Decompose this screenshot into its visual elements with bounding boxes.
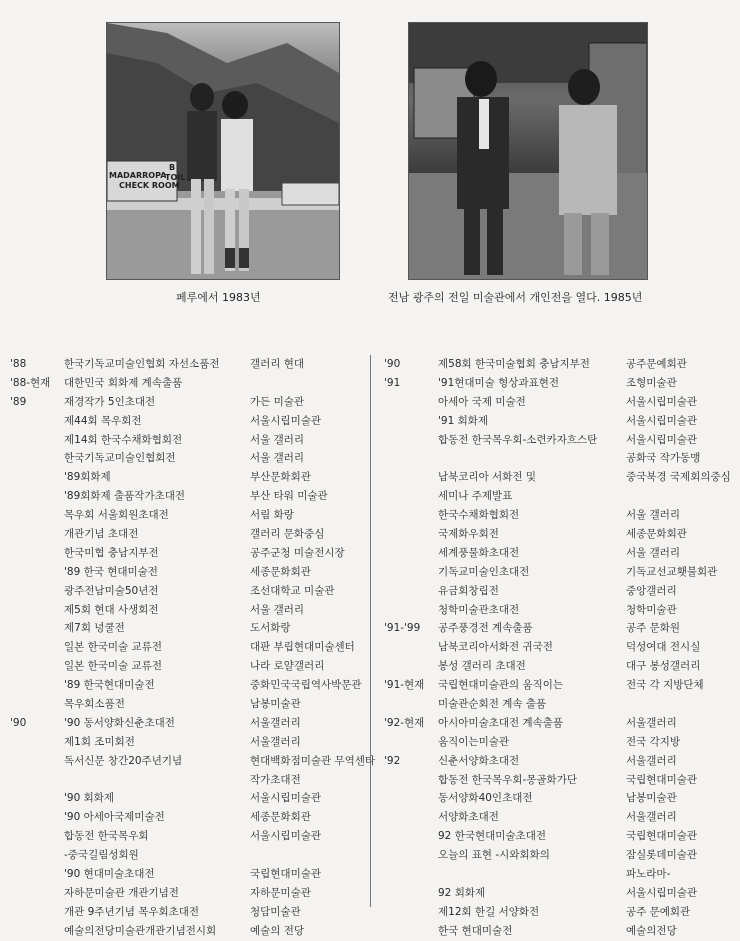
exhibition-title: 한국미협 충남지부전 (64, 546, 159, 559)
photo-peru (106, 22, 340, 280)
exhibition-title: 한국 현대미술전 (438, 924, 513, 937)
exhibition-row (10, 865, 365, 884)
exhibition-row (10, 808, 365, 827)
exhibition-title: 제12회 한길 서양화전 (438, 905, 540, 918)
exhibition-venue: 서울시립미술관 (626, 414, 698, 427)
exhibition-row (10, 733, 365, 752)
exhibition-row (10, 544, 365, 563)
exhibition-venue: 서울시립미술관 (250, 414, 322, 427)
exhibition-row (384, 393, 736, 412)
exhibition-venue: 서울시립미술관 (626, 886, 698, 899)
exhibition-venue: 공화국 작가동맹 (626, 452, 701, 465)
exhibition-row (384, 771, 736, 790)
exhibition-title: 제44회 목우회전 (64, 414, 142, 427)
exhibition-row (384, 846, 736, 865)
exhibition-venue: 서울갤러리 (626, 754, 677, 767)
exhibition-row (384, 431, 736, 450)
exhibition-year: '88 (10, 358, 27, 370)
exhibition-title: 일본 한국미술 교류전 (64, 660, 162, 673)
photo-caption-peru: 페루에서 1983년 (176, 291, 261, 304)
exhibition-title: 오늘의 표현 -시와회화의 (438, 849, 550, 862)
exhibition-row (10, 563, 365, 582)
exhibition-title: 합동전 한국목우회-소련카자흐스탄 (438, 433, 598, 446)
sign-line-1: MADARROPA (109, 171, 167, 180)
exhibition-row (10, 714, 365, 733)
exhibition-venue: 서울 갤러리 (250, 433, 305, 446)
exhibition-title: '89회화제 출품작가초대전 (64, 490, 186, 503)
exhibition-year: '91 (384, 376, 401, 389)
exhibition-title: 제7회 녕쿨전 (64, 622, 125, 635)
exhibition-title: -중국길림성회원 (64, 849, 139, 862)
exhibition-year: '92 (384, 754, 401, 767)
exhibition-row (384, 752, 736, 771)
exhibition-venue: 서울시립미술관 (626, 395, 698, 408)
exhibition-venue: 작가초대전 (250, 773, 301, 786)
exhibition-row (384, 676, 736, 695)
exhibition-row (384, 827, 736, 846)
exhibition-venue: 나라 로얄갤러리 (250, 660, 325, 673)
sign-line-3: B (169, 163, 176, 172)
exhibition-venue: 서림 화랑 (250, 509, 294, 522)
exhibition-title: 국제화우회전 (438, 528, 499, 541)
exhibition-title: 국립현대미술관의 움직이는 (438, 679, 564, 692)
exhibition-venue: 공주 문예회관 (626, 905, 691, 918)
exhibition-venue: 서울갤러리 (626, 811, 677, 824)
exhibition-title: 제58회 한국미술협회 충남지부전 (438, 358, 590, 370)
exhibition-row (10, 638, 365, 657)
exhibition-title: 신춘서양화초대전 (438, 754, 520, 767)
exhibition-title: 일본 한국미술 교류전 (64, 641, 162, 654)
exhibition-row (10, 393, 365, 412)
exhibition-title: 남북코리아 서화전 및 (438, 471, 536, 484)
exhibition-title: 한국기독교미술인협회전 (64, 452, 176, 465)
photo-gallery (408, 22, 648, 280)
exhibition-title: '91현대미술 형상과표현전 (438, 376, 560, 389)
exhibition-title: 공주풍경전 계속출품 (438, 622, 533, 635)
exhibition-venue: 도서화랑 (250, 622, 291, 635)
exhibition-list-left (10, 355, 376, 941)
exhibition-venue: 공주문예회관 (626, 358, 687, 370)
exhibition-venue: 서울 갤러리 (626, 509, 681, 522)
exhibition-venue: 전국 각지방 (626, 735, 681, 748)
exhibition-row (384, 544, 736, 563)
exhibition-row (10, 412, 365, 431)
exhibition-row (10, 468, 365, 487)
exhibition-row (10, 922, 365, 941)
exhibition-venue: 서울갤러리 (626, 716, 677, 729)
exhibition-title: 제5회 현대 사생회전 (64, 603, 159, 616)
exhibition-venue: 자하문미술관 (250, 886, 311, 899)
exhibition-title: 제1회 조미회전 (64, 735, 135, 748)
exhibition-title: 세계풍물화초대전 (438, 546, 520, 559)
exhibition-row (10, 846, 365, 865)
sign-line-4: TOIL (165, 173, 186, 182)
exhibition-venue: 조형미술관 (626, 376, 677, 389)
exhibition-venue: 기독교선교횃불회관 (626, 565, 718, 578)
exhibition-venue: 갤러리 현대 (250, 358, 305, 370)
exhibition-year: '90 (384, 358, 401, 370)
exhibition-title: 서양화초대전 (438, 811, 499, 824)
exhibition-title: 합동전 한국목우회 (64, 830, 149, 843)
exhibition-title: 봉성 갤러리 초대전 (438, 660, 526, 673)
exhibition-venue: 서울 갤러리 (250, 603, 305, 616)
photo-peru-image (107, 23, 339, 279)
exhibition-row (10, 657, 365, 676)
exhibition-title: 유금회창립전 (438, 584, 499, 597)
sign-line-2: CHECK ROOM (119, 181, 180, 190)
exhibition-title: 광주전남미술50년전 (64, 584, 159, 597)
exhibition-row (10, 449, 365, 468)
exhibition-title: '89 한국 현대미술전 (64, 565, 158, 578)
exhibition-row (10, 789, 365, 808)
exhibition-row (10, 903, 365, 922)
exhibition-title: 한국기독교미술인협회 자선소품전 (64, 358, 220, 370)
exhibition-venue: 현대백화점미술관 무역센타 (250, 754, 376, 767)
exhibition-year: '91-현재 (384, 679, 425, 692)
exhibition-row (384, 865, 736, 884)
exhibition-venue: 부산문화회관 (250, 471, 311, 484)
exhibition-row (10, 487, 365, 506)
exhibition-row (10, 676, 365, 695)
exhibition-row (384, 468, 736, 487)
exhibition-venue: 서울갤러리 (250, 716, 301, 729)
column-divider (370, 355, 371, 907)
exhibition-title: '89 한국현대미술전 (64, 679, 155, 692)
exhibition-row (384, 903, 736, 922)
exhibition-row (10, 619, 365, 638)
exhibition-venue: 중화민국국립역사박문관 (250, 679, 362, 692)
exhibition-title: 92 회화제 (438, 886, 486, 899)
exhibition-title: '91 회화제 (438, 414, 489, 427)
exhibition-venue: 공주군청 미술전시장 (250, 546, 345, 559)
exhibition-row (10, 771, 365, 790)
exhibition-row (384, 374, 736, 393)
exhibition-title: 92 한국현대미술초대전 (438, 830, 546, 843)
exhibition-title: 목우회소품전 (64, 698, 125, 711)
exhibition-title: 동서양화40인초대전 (438, 792, 533, 805)
exhibition-row (10, 355, 365, 374)
exhibition-venue: 세종문화회관 (250, 811, 311, 824)
exhibition-title: 남북코리아서화전 귀국전 (438, 641, 553, 654)
exhibition-venue: 덕성여대 전시실 (626, 641, 701, 654)
exhibition-venue: 조선대학교 미술관 (250, 584, 335, 597)
exhibition-title: '90 회화제 (64, 792, 115, 805)
exhibition-row (384, 582, 736, 601)
exhibition-row (10, 695, 365, 714)
exhibition-row (384, 355, 736, 374)
exhibition-venue: 파노라마- (626, 868, 671, 881)
exhibition-venue: 국립현대미술관 (626, 773, 698, 786)
exhibition-year: '91-'99 (384, 622, 421, 635)
exhibition-venue: 청학미술관 (626, 603, 677, 616)
exhibition-title: '90 아세아국제미술전 (64, 811, 165, 824)
exhibition-title: 청학미술관초대전 (438, 603, 520, 616)
exhibition-row (384, 884, 736, 903)
exhibition-title: 예술의전당미술관개관기념전시회 (64, 924, 217, 937)
exhibition-venue: 예술의 전당 (250, 924, 305, 937)
exhibition-venue: 대구 봉성갤러리 (626, 660, 701, 673)
exhibition-venue: 전국 각 지방단체 (626, 679, 704, 692)
exhibition-venue: 세종문화회관 (626, 528, 687, 541)
exhibition-title: 기독교미술인초대전 (438, 565, 530, 578)
exhibition-row (384, 714, 736, 733)
exhibition-venue: 청담미술관 (250, 905, 301, 918)
exhibition-row (384, 922, 736, 941)
exhibition-venue: 서울 갤러리 (626, 546, 681, 559)
exhibition-row (10, 752, 376, 771)
exhibition-venue: 가든 미술관 (250, 395, 305, 408)
exhibition-title: 개관기념 초대전 (64, 528, 139, 541)
exhibition-title: 미술관순회전 계속 출품 (438, 698, 547, 711)
exhibition-row (10, 884, 365, 903)
exhibition-row (384, 412, 736, 431)
exhibition-title: 개관 9주년기념 목우회초대전 (64, 905, 200, 918)
exhibition-title: 아세아 국제 미술전 (438, 395, 526, 408)
exhibition-venue: 공주 문화원 (626, 622, 681, 635)
exhibition-row (10, 601, 365, 620)
exhibition-row (384, 449, 736, 468)
exhibition-year: '89 (10, 395, 27, 408)
exhibition-row (384, 695, 736, 714)
exhibition-row (10, 374, 365, 393)
exhibition-row (10, 506, 365, 525)
exhibition-title: 움직이는미술관 (438, 735, 510, 748)
exhibition-row (10, 431, 365, 450)
exhibition-venue: 서울갤러리 (250, 735, 301, 748)
exhibition-year: '92-현재 (384, 716, 425, 729)
exhibition-row (384, 487, 736, 506)
exhibition-title: 합동전 한국목우회-몽골화가단 (438, 773, 577, 786)
exhibition-venue: 중국북경 국제회의중심 (626, 471, 731, 484)
exhibition-row (384, 808, 736, 827)
exhibition-row (384, 638, 736, 657)
exhibition-row (384, 563, 736, 582)
exhibition-title: 재경작가 5인초대전 (64, 395, 156, 408)
exhibition-title: 자하문미술관 개관기념전 (64, 886, 179, 899)
photo-gallery-image (409, 23, 647, 279)
exhibition-venue: 서울시립미술관 (250, 830, 322, 843)
exhibition-row (384, 619, 736, 638)
exhibition-row (10, 525, 365, 544)
exhibition-venue: 중앙갤러리 (626, 584, 677, 597)
exhibition-venue: 남봉미술관 (626, 792, 677, 805)
exhibition-venue: 서울시립미술관 (250, 792, 322, 805)
exhibition-venue: 서울시립미술관 (626, 433, 698, 446)
exhibition-row (384, 733, 736, 752)
exhibition-venue: 남봉미술관 (250, 698, 301, 711)
exhibition-row (384, 506, 736, 525)
exhibition-list-right (384, 355, 736, 941)
exhibition-row (384, 657, 736, 676)
exhibition-title: 한국수채화협회전 (438, 509, 520, 522)
exhibition-venue: 대판 부립현대미술센터 (250, 641, 355, 654)
exhibition-title: '90 현대미술초대전 (64, 868, 155, 881)
exhibition-title: 아시아미술초대전 계속출품 (438, 716, 564, 729)
exhibition-title: 제14회 한국수채화협회전 (64, 433, 183, 446)
exhibition-row (10, 827, 365, 846)
exhibition-year: '90 (10, 716, 27, 729)
exhibition-row (384, 601, 736, 620)
exhibition-venue: 서울 갤러리 (250, 452, 305, 465)
exhibition-title: 세미나 주제발표 (438, 490, 513, 503)
exhibition-title: 대한민국 회화제 계속출품 (64, 376, 183, 389)
exhibition-title: 목우회 서울회원초대전 (64, 509, 169, 522)
exhibition-title: '90 동서양화신춘초대전 (64, 716, 175, 729)
exhibition-venue: 부산 타워 미술관 (250, 490, 328, 503)
exhibition-title: '89회화제 (64, 471, 111, 484)
exhibition-venue: 국립현대미술관 (250, 868, 322, 881)
exhibition-row (384, 789, 736, 808)
exhibition-venue: 잠실롯데미술관 (626, 849, 698, 862)
exhibition-venue: 예술의전당 (626, 924, 677, 937)
exhibition-year: '88-현재 (10, 376, 51, 389)
exhibition-venue: 갤러리 문화중심 (250, 528, 325, 541)
photo-caption-gallery: 전남 광주의 전일 미술관에서 개인전을 열다. 1985년 (388, 291, 643, 304)
exhibition-venue: 국립현대미술관 (626, 830, 698, 843)
exhibition-title: 독서신문 창간20주년기념 (64, 754, 183, 767)
exhibition-venue: 세종문화회관 (250, 565, 311, 578)
exhibition-row (10, 582, 365, 601)
exhibition-row (384, 525, 736, 544)
